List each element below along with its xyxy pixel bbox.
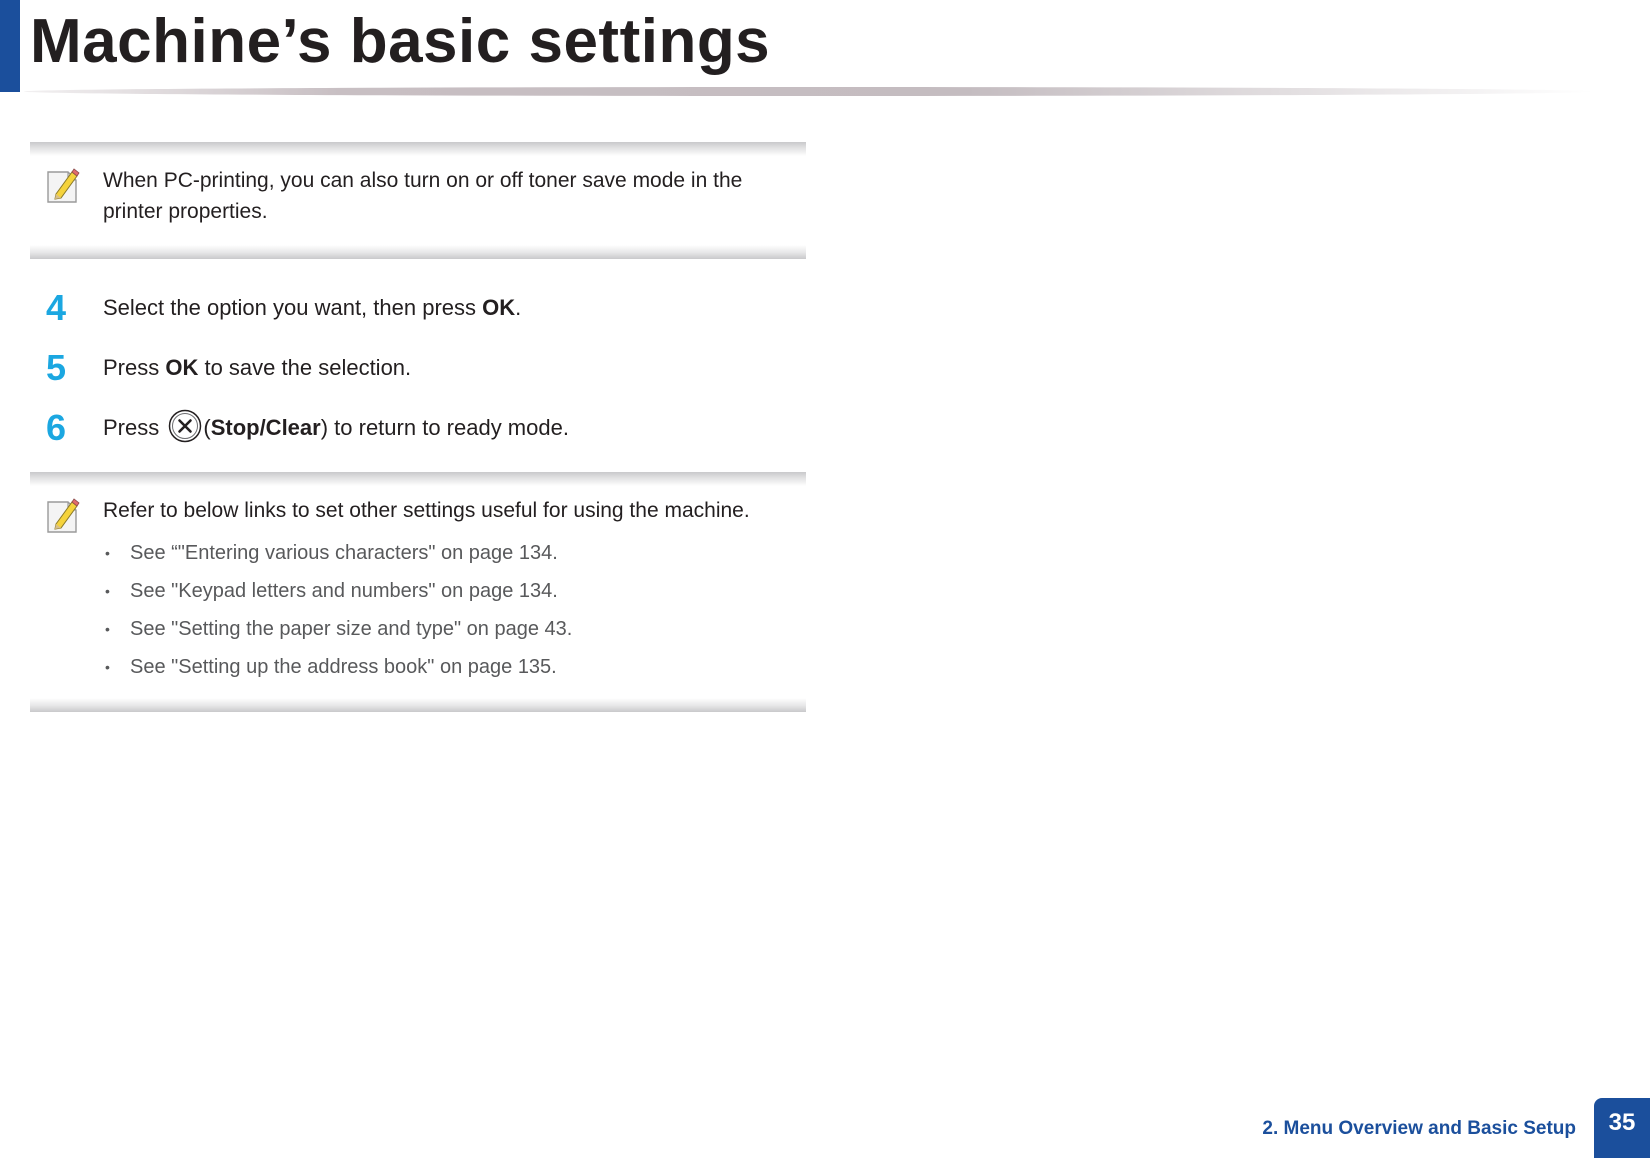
step-number: 4 [46,287,67,328]
note-pencil-icon [44,166,82,206]
link-keypad-letters[interactable]: • See "Keypad letters and numbers" on page 134. [103,572,572,610]
step-text [103,352,411,384]
note-text: Refer to below links to set other settings useful for using the machine. [103,499,750,522]
note-top-edge [30,142,806,156]
step-text-part: ( [203,415,211,440]
note-top-edge [30,472,806,486]
stop-clear-key-label: Stop/Clear [210,415,321,440]
related-links-list [103,534,572,686]
ok-key-label: OK [482,295,516,320]
note-pencil-icon [44,496,82,536]
step-text-part: Select the option you want, then press [103,295,483,320]
page-number-badge [1594,1098,1650,1158]
note-text: When PC-printing, you can also turn on or off toner save mode in the printer properties. [103,169,743,223]
ok-key-label: OK [165,355,199,380]
stop-clear-icon [168,409,202,443]
page-number: 35 [1608,1109,1636,1136]
step-number: 6 [46,407,67,448]
title-underline [24,87,1594,96]
step-text-part: Press [103,415,166,440]
note-box-toner-save [30,142,806,259]
note-bottom-edge [30,245,806,259]
link-entering-characters[interactable]: • See “"Entering various characters" on page 134. [103,534,572,572]
page-title: Machine’s basic settings [30,7,771,76]
step-text-part: Press [103,355,166,380]
link-address-book[interactable]: • See "Setting up the address book" on page 135. [103,648,572,686]
note-box-related-links [30,472,806,712]
step-text-part: to save the selection. [198,355,412,380]
footer-chapter-title: 2. Menu Overview and Basic Setup [1262,1118,1576,1139]
step-text [103,292,521,324]
note-bottom-edge [30,698,806,712]
step-text-part: ) to return to ready mode. [320,415,569,440]
title-accent-bar [0,0,20,92]
step-number: 5 [46,347,67,388]
link-paper-size-type[interactable]: • See "Setting the paper size and type" on page 43. [103,610,572,648]
step-text-part: . [515,295,522,320]
step-text [103,412,569,444]
